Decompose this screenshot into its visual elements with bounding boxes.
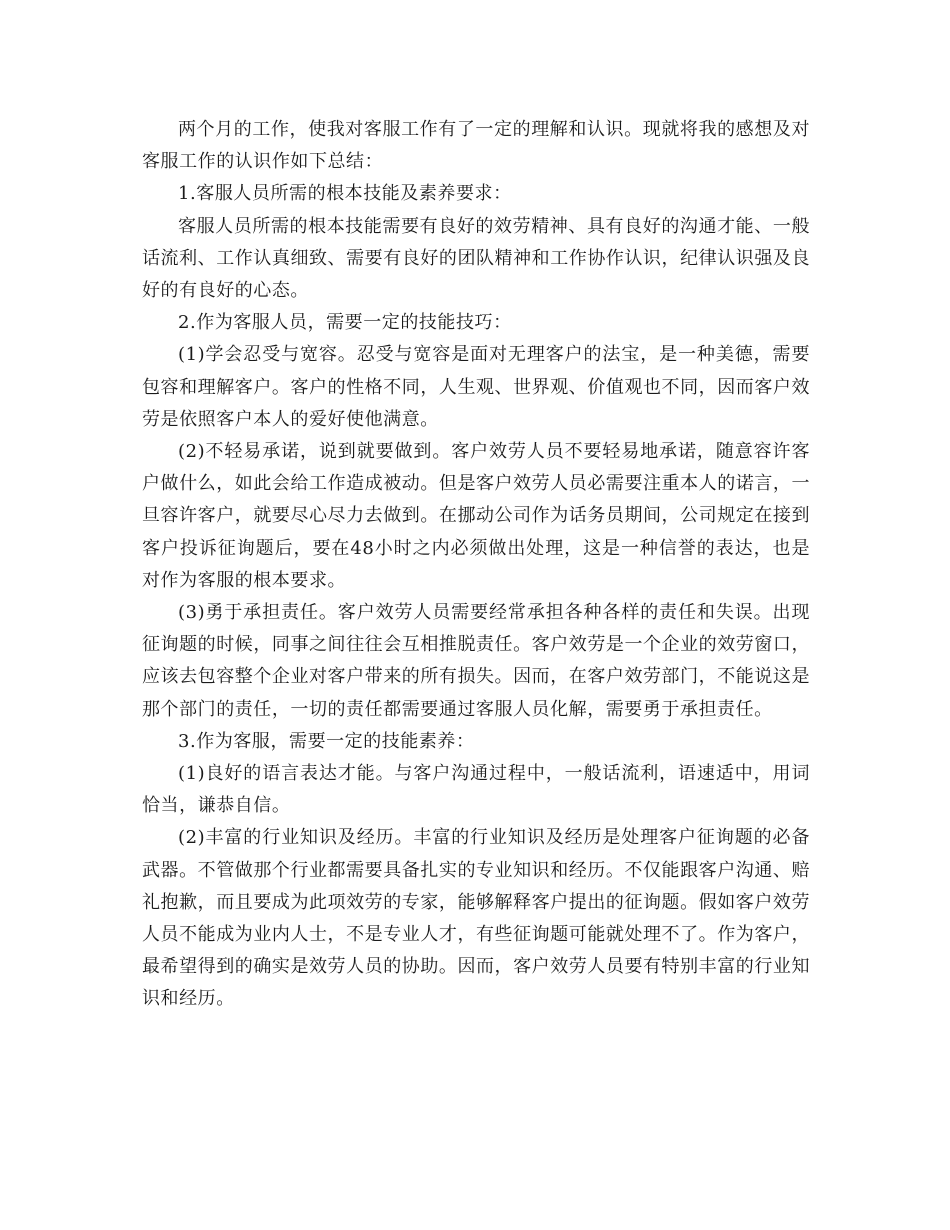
section-heading-3: 3.作为客服，需要一定的技能素养： bbox=[178, 730, 475, 752]
list-item-paragraph: (2)丰富的行业知识及经历。丰富的行业知识及经历是处理客户征询题的必备武器。不管做那个行业都需要具备扎实的专业知识和经历。不仅能跟客户沟通、赔礼抱歉，而且要成为此项效劳的专家，能够解释客户提出的征询题。假如客户效劳人员不能成为业内人士，不是专业人才，有些征询题可能就处理不了。作为客户，最希望得到的确实是效劳人员的协助。因而，客户效劳人员要有特别丰富的行业知识和经历。 bbox=[142, 827, 810, 1010]
document-body bbox=[142, 114, 810, 1016]
intro-paragraph: 两个月的工作，使我对客服工作有了一定的理解和认识。现就将我的感想及对客服工作的认识作如下总结： bbox=[142, 119, 810, 173]
list-item-paragraph: (1)学会忍受与宽容。忍受与宽容是面对无理客户的法宝，是一种美德，需要包容和理解客户。客户的性格不同，人生观、世界观、价值观也不同，因而客户效劳是依照客户本人的爱好使他满意。 bbox=[142, 344, 810, 430]
list-item-paragraph: (2)不轻易承诺，说到就要做到。客户效劳人员不要轻易地承诺，随意容许客户做什么，如此会给工作造成被动。但是客户效劳人员必需要注重本人的诺言，一旦容许客户，就要尽心尽力去做到。在挪动公司作为话务员期间，公司规定在接到客户投诉征询题后，要在48小时之内必须做出处理，这是一种信誉的表达，也是对作为客服的根本要求。 bbox=[142, 441, 810, 591]
body-paragraph: 客服人员所需的根本技能需要有良好的效劳精神、具有良好的沟通才能、一般话流利、工作认真细致、需要有良好的团队精神和工作协作认识，纪律认识强及良好的有良好的心态。 bbox=[142, 215, 810, 302]
list-item-paragraph: (1)良好的语言表达才能。与客户沟通过程中，一般话流利，语速适中，用词恰当，谦恭自信。 bbox=[142, 763, 810, 817]
list-item-paragraph: (3)勇于承担责任。客户效劳人员需要经常承担各种各样的责任和失误。出现征询题的时候，同事之间往往会互相推脱责任。客户效劳是一个企业的效劳窗口，应该去包容整个企业对客户带来的所有损失。因而，在客户效劳部门，不能说这是那个部门的责任，一切的责任都需要通过客服人员化解，需要勇于承担责任。 bbox=[142, 602, 810, 720]
section-heading-2: 2.作为客服人员，需要一定的技能技巧： bbox=[178, 312, 512, 334]
section-heading-1: 1.客服人员所需的根本技能及素养要求： bbox=[178, 183, 512, 205]
